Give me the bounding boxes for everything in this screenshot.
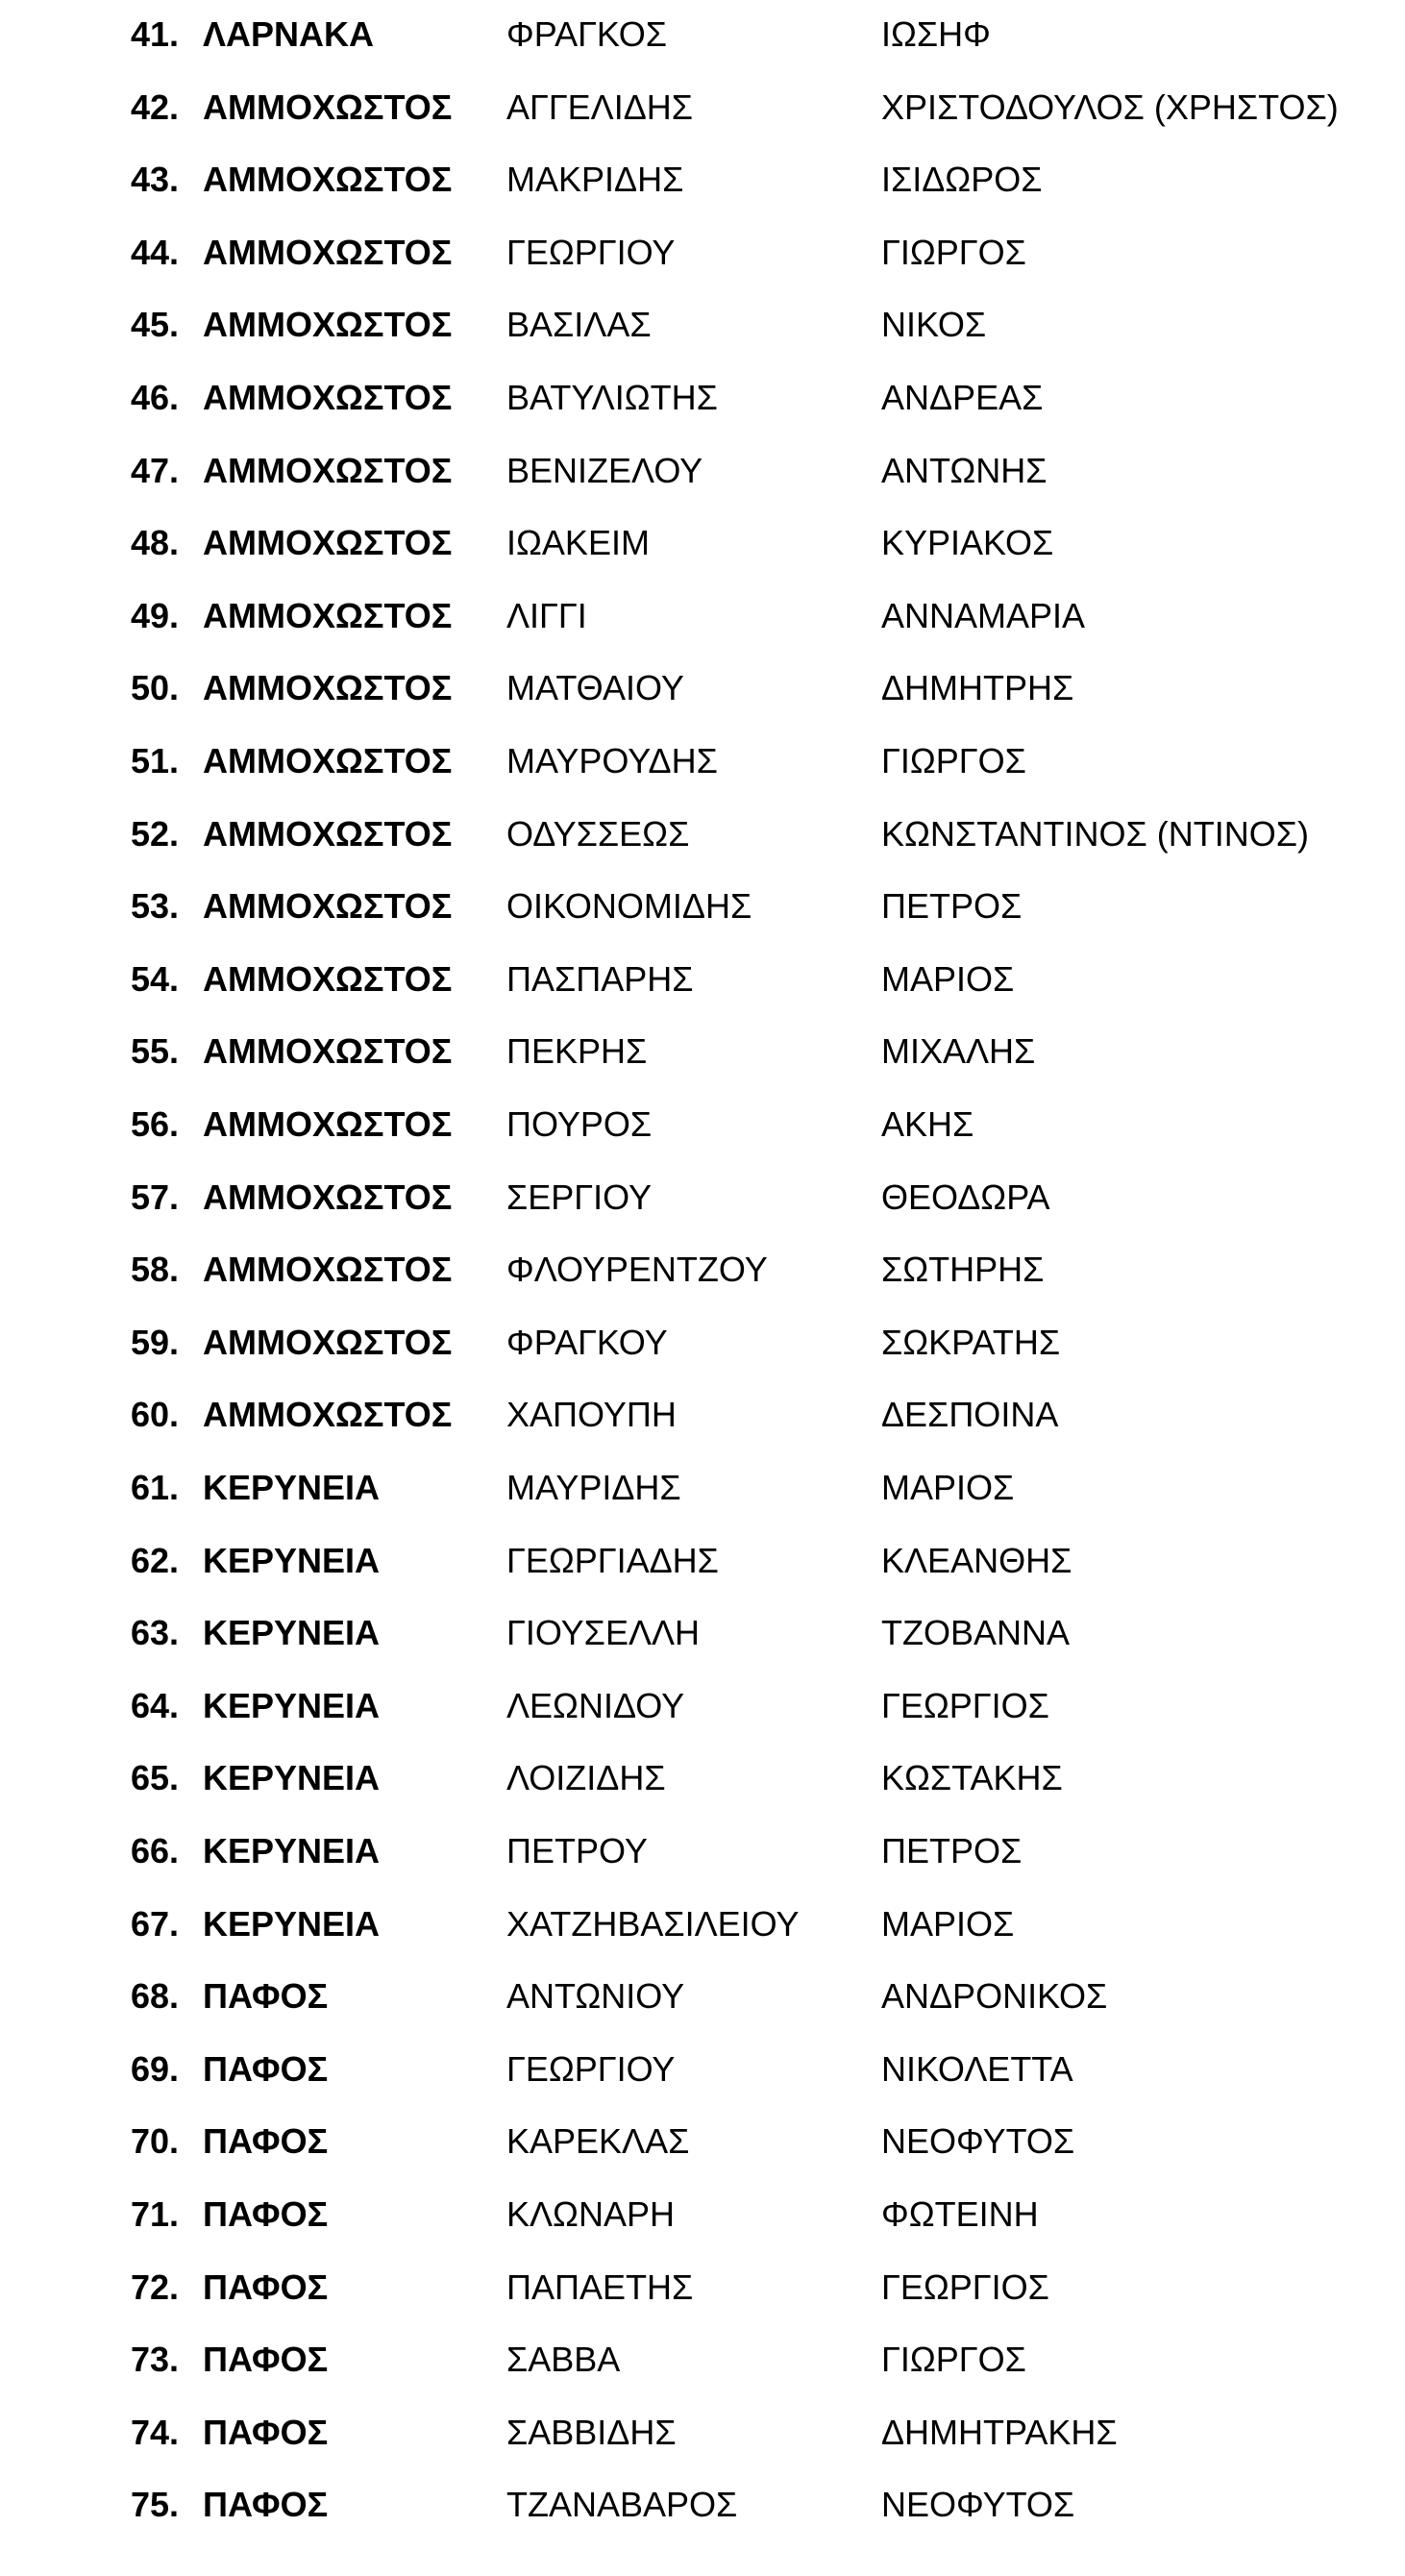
first-name: ΠΕΤΡΟΣ: [881, 886, 1023, 927]
list-row: [0, 2186, 1405, 2243]
row-number: 67.: [131, 1903, 180, 1944]
list-row: [0, 1459, 1405, 1517]
district-name: ΚΕΡΥΝΕΙΑ: [203, 1613, 381, 1653]
first-name: ΧΡΙΣΤΟΔΟΥΛΟΣ (ΧΡΗΣΤΟΣ): [881, 87, 1339, 127]
district-name: ΠΑΦΟΣ: [203, 2048, 329, 2089]
row-number: 54.: [131, 958, 180, 999]
row-number: 56.: [131, 1104, 180, 1144]
list-row: [0, 151, 1405, 209]
list-row: [0, 1314, 1405, 1372]
district-name: ΚΕΡΥΝΕΙΑ: [203, 1831, 381, 1870]
surname: ΦΡΑΓΚΟΣ: [506, 14, 668, 54]
surname: ΤΖΑΝΑΒΑΡΟΣ: [506, 2485, 738, 2525]
surname: ΜΑΚΡΙΔΗΣ: [506, 160, 684, 200]
surname: ΠΕΚΡΗΣ: [506, 1031, 648, 1072]
district-name: ΛΑΡΝΑΚΑ: [203, 14, 375, 54]
row-number: 55.: [131, 1031, 180, 1072]
district-name: ΠΑΦΟΣ: [203, 1976, 329, 2017]
first-name: ΓΕΩΡΓΙΟΣ: [881, 2266, 1049, 2307]
district-name: ΑΜΜΟΧΩΣΤΟΣ: [203, 523, 453, 563]
row-number: 62.: [131, 1540, 180, 1580]
surname: ΓΕΩΡΓΙΑΔΗΣ: [506, 1540, 719, 1580]
row-number: 53.: [131, 886, 180, 927]
list-row: [0, 878, 1405, 935]
first-name: ΠΕΤΡΟΣ: [881, 1831, 1023, 1870]
row-number: 46.: [131, 378, 180, 417]
district-name: ΑΜΜΟΧΩΣΤΟΣ: [203, 1395, 453, 1435]
row-number: 74.: [131, 2412, 180, 2452]
first-name: ΦΩΤΕΙΝΗ: [881, 2194, 1039, 2234]
list-row: [0, 514, 1405, 572]
list-row: [0, 1822, 1405, 1880]
row-number: 45.: [131, 305, 180, 345]
row-number: 43.: [131, 160, 180, 200]
district-name: ΚΕΡΥΝΕΙΑ: [203, 1903, 381, 1944]
first-name: ΔΗΜΗΤΡΗΣ: [881, 668, 1074, 708]
list-row: [0, 224, 1405, 282]
list-row: [0, 2041, 1405, 2098]
surname: ΜΑΥΡΟΥΔΗΣ: [506, 741, 718, 780]
first-name: ΝΙΚΟΛΕΤΤΑ: [881, 2048, 1073, 2089]
surname: ΣΑΒΒΑ: [506, 2340, 621, 2380]
first-name: ΔΗΜΗΤΡΑΚΗΣ: [881, 2412, 1118, 2452]
first-name: ΣΩΤΗΡΗΣ: [881, 1250, 1045, 1290]
first-name: ΜΑΡΙΟΣ: [881, 958, 1015, 999]
district-name: ΑΜΜΟΧΩΣΤΟΣ: [203, 741, 453, 780]
first-name: ΣΩΚΡΑΤΗΣ: [881, 1322, 1061, 1362]
list-row: [0, 587, 1405, 645]
district-name: ΑΜΜΟΧΩΣΤΟΣ: [203, 813, 453, 854]
surname: ΟΙΚΟΝΟΜΙΔΗΣ: [506, 886, 752, 927]
list-row: [0, 79, 1405, 136]
district-name: ΚΕΡΥΝΕΙΑ: [203, 1540, 381, 1580]
first-name: ΙΩΣΗΦ: [881, 14, 991, 54]
list-row: [0, 2404, 1405, 2462]
surname: ΣΑΒΒΙΔΗΣ: [506, 2412, 677, 2452]
row-number: 44.: [131, 232, 180, 272]
row-number: 72.: [131, 2266, 180, 2307]
list-row: [0, 1386, 1405, 1444]
row-number: 61.: [131, 1468, 180, 1507]
first-name: ΜΑΡΙΟΣ: [881, 1468, 1015, 1507]
first-name: ΑΝΔΡΕΑΣ: [881, 378, 1044, 417]
district-name: ΠΑΦΟΣ: [203, 2266, 329, 2307]
row-number: 52.: [131, 813, 180, 854]
district-name: ΑΜΜΟΧΩΣΤΟΣ: [203, 668, 453, 708]
district-name: ΠΑΦΟΣ: [203, 2340, 329, 2380]
first-name: ΑΝΤΩΝΗΣ: [881, 450, 1048, 490]
first-name: ΤΖΟΒΑΝΝΑ: [881, 1613, 1071, 1653]
first-name: ΓΙΩΡΓΟΣ: [881, 741, 1026, 780]
surname: ΦΛΟΥΡΕΝΤΖΟΥ: [506, 1250, 768, 1290]
list-row: [0, 1241, 1405, 1299]
list-row: [0, 1532, 1405, 1590]
row-number: 51.: [131, 741, 180, 780]
first-name: ΙΣΙΔΩΡΟΣ: [881, 160, 1043, 200]
surname: ΓΕΩΡΓΙΟΥ: [506, 2048, 676, 2089]
list-row: [0, 659, 1405, 717]
district-name: ΑΜΜΟΧΩΣΤΟΣ: [203, 450, 453, 490]
first-name: ΚΥΡΙΑΚΟΣ: [881, 523, 1054, 563]
row-number: 71.: [131, 2194, 180, 2234]
list-row: [0, 1096, 1405, 1153]
district-name: ΠΑΦΟΣ: [203, 2121, 329, 2162]
list-row: [0, 2113, 1405, 2170]
first-name: ΓΙΩΡΓΟΣ: [881, 232, 1026, 272]
first-name: ΔΕΣΠΟΙΝΑ: [881, 1395, 1059, 1435]
row-number: 69.: [131, 2048, 180, 2089]
surname: ΑΓΓΕΛΙΔΗΣ: [506, 87, 694, 127]
district-name: ΑΜΜΟΧΩΣΤΟΣ: [203, 87, 453, 127]
row-number: 58.: [131, 1250, 180, 1290]
district-name: ΑΜΜΟΧΩΣΤΟΣ: [203, 378, 453, 417]
first-name: ΘΕΟΔΩΡΑ: [881, 1177, 1050, 1217]
row-number: 59.: [131, 1322, 180, 1362]
list-row: [0, 6, 1405, 63]
district-name: ΑΜΜΟΧΩΣΤΟΣ: [203, 1031, 453, 1072]
surname: ΜΑΥΡΙΔΗΣ: [506, 1468, 681, 1507]
first-name: ΚΛΕΑΝΘΗΣ: [881, 1540, 1072, 1580]
surname: ΦΡΑΓΚΟΥ: [506, 1322, 668, 1362]
row-number: 66.: [131, 1831, 180, 1870]
surname: ΜΑΤΘΑΙΟΥ: [506, 668, 684, 708]
district-name: ΑΜΜΟΧΩΣΤΟΣ: [203, 595, 453, 635]
surname: ΒΑΣΙΛΑΣ: [506, 305, 652, 345]
surname: ΓΙΟΥΣΕΛΛΗ: [506, 1613, 701, 1653]
surname: ΧΑΤΖΗΒΑΣΙΛΕΙΟΥ: [506, 1903, 800, 1944]
district-name: ΚΕΡΥΝΕΙΑ: [203, 1685, 381, 1725]
row-number: 68.: [131, 1976, 180, 2017]
surname: ΚΑΡΕΚΛΑΣ: [506, 2121, 690, 2162]
district-name: ΑΜΜΟΧΩΣΤΟΣ: [203, 1250, 453, 1290]
first-name: ΝΕΟΦΥΤΟΣ: [881, 2121, 1075, 2162]
district-name: ΑΜΜΟΧΩΣΤΟΣ: [203, 232, 453, 272]
district-name: ΑΜΜΟΧΩΣΤΟΣ: [203, 160, 453, 200]
row-number: 42.: [131, 87, 180, 127]
list-row: [0, 369, 1405, 427]
row-number: 64.: [131, 1685, 180, 1725]
surname: ΛΟΙΖΙΔΗΣ: [506, 1758, 666, 1798]
list-row: [0, 442, 1405, 500]
row-number: 50.: [131, 668, 180, 708]
district-name: ΠΑΦΟΣ: [203, 2194, 329, 2234]
list-row: [0, 296, 1405, 354]
row-number: 75.: [131, 2485, 180, 2525]
surname: ΛΕΩΝΙΔΟΥ: [506, 1685, 685, 1725]
list-row: [0, 1895, 1405, 1953]
district-name: ΚΕΡΥΝΕΙΑ: [203, 1468, 381, 1507]
row-number: 73.: [131, 2340, 180, 2380]
first-name: ΓΙΩΡΓΟΣ: [881, 2340, 1026, 2380]
row-number: 48.: [131, 523, 180, 563]
first-name: ΑΝΝΑΜΑΡΙΑ: [881, 595, 1086, 635]
district-name: ΚΕΡΥΝΕΙΑ: [203, 1758, 381, 1798]
surname: ΑΝΤΩΝΙΟΥ: [506, 1976, 685, 2017]
first-name: ΚΩΝΣΤΑΝΤΙΝΟΣ (ΝΤΙΝΟΣ): [881, 813, 1309, 854]
list-row: [0, 1169, 1405, 1226]
row-number: 41.: [131, 14, 180, 54]
district-name: ΑΜΜΟΧΩΣΤΟΣ: [203, 886, 453, 927]
district-name: ΠΑΦΟΣ: [203, 2412, 329, 2452]
surname: ΟΔΥΣΣΕΩΣ: [506, 813, 690, 854]
list-row: [0, 951, 1405, 1008]
surname: ΓΕΩΡΓΙΟΥ: [506, 232, 676, 272]
row-number: 65.: [131, 1758, 180, 1798]
district-name: ΑΜΜΟΧΩΣΤΟΣ: [203, 305, 453, 345]
list-row: [0, 732, 1405, 790]
list-row: [0, 1604, 1405, 1662]
row-number: 63.: [131, 1613, 180, 1653]
row-number: 47.: [131, 450, 180, 490]
first-name: ΜΙΧΑΛΗΣ: [881, 1031, 1036, 1072]
row-number: 60.: [131, 1395, 180, 1435]
surname: ΙΩΑΚΕΙΜ: [506, 523, 650, 563]
district-name: ΑΜΜΟΧΩΣΤΟΣ: [203, 1177, 453, 1217]
first-name: ΚΩΣΤΑΚΗΣ: [881, 1758, 1063, 1798]
list-row: [0, 1968, 1405, 2025]
first-name: ΝΕΟΦΥΤΟΣ: [881, 2485, 1075, 2525]
list-row: [0, 805, 1405, 863]
list-row: [0, 1023, 1405, 1080]
first-name: ΓΕΩΡΓΙΟΣ: [881, 1685, 1049, 1725]
district-name: ΑΜΜΟΧΩΣΤΟΣ: [203, 1322, 453, 1362]
surname: ΚΛΩΝΑΡΗ: [506, 2194, 675, 2234]
surname: ΠΑΠΑΕΤΗΣ: [506, 2266, 694, 2307]
surname: ΠΑΣΠΑΡΗΣ: [506, 958, 694, 999]
list-row: [0, 2476, 1405, 2534]
first-name: ΑΝΔΡΟΝΙΚΟΣ: [881, 1976, 1108, 2017]
district-name: ΑΜΜΟΧΩΣΤΟΣ: [203, 958, 453, 999]
surname: ΠΕΤΡΟΥ: [506, 1831, 648, 1870]
district-name: ΑΜΜΟΧΩΣΤΟΣ: [203, 1104, 453, 1144]
surname: ΒΕΝΙΖΕΛΟΥ: [506, 450, 703, 490]
list-row: [0, 1677, 1405, 1735]
surname: ΛΙΓΓΙ: [506, 595, 587, 635]
list-row: [0, 2259, 1405, 2316]
list-row: [0, 1749, 1405, 1807]
row-number: 70.: [131, 2121, 180, 2162]
first-name: ΜΑΡΙΟΣ: [881, 1903, 1015, 1944]
surname: ΣΕΡΓΙΟΥ: [506, 1177, 652, 1217]
first-name: ΑΚΗΣ: [881, 1104, 974, 1144]
first-name: ΝΙΚΟΣ: [881, 305, 987, 345]
list-row: [0, 2331, 1405, 2389]
row-number: 57.: [131, 1177, 180, 1217]
surname: ΒΑΤΥΛΙΩΤΗΣ: [506, 378, 718, 417]
surname: ΠΟΥΡΟΣ: [506, 1104, 653, 1144]
district-name: ΠΑΦΟΣ: [203, 2485, 329, 2525]
surname: ΧΑΠΟΥΠΗ: [506, 1395, 677, 1435]
row-number: 49.: [131, 595, 180, 635]
